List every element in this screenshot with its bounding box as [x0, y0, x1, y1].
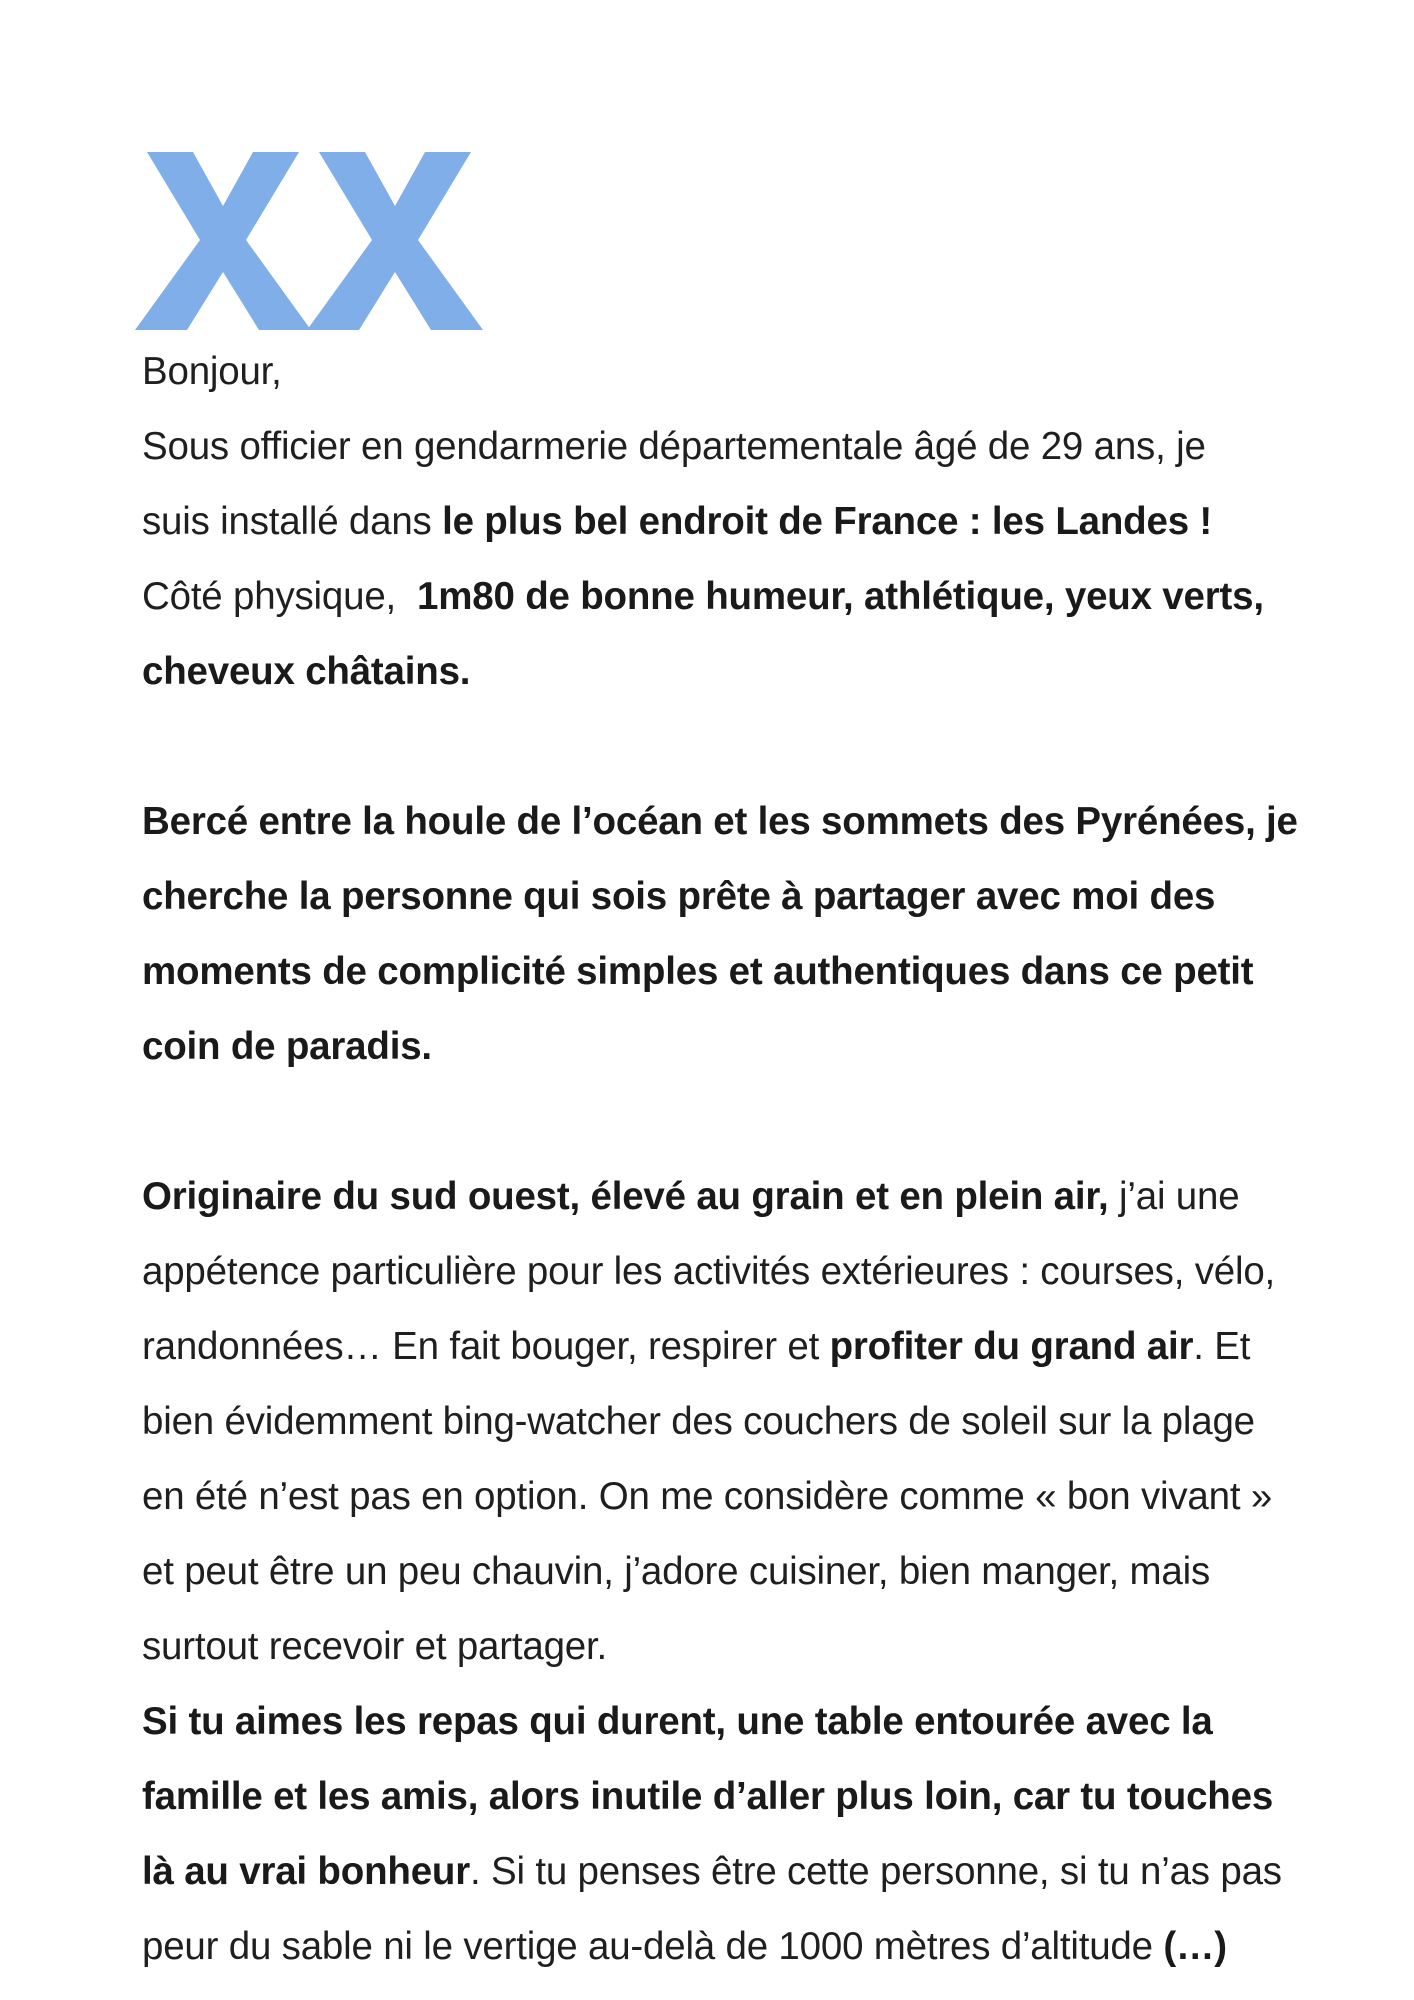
p1-line-1: Sous officier en gendarmerie départementale âgé de 29 ans, je — [142, 425, 1206, 468]
p3-line-4: bien évidemment bing-watcher des couchers de soleil sur la plage — [142, 1400, 1255, 1443]
p4-line-2: famille et les amis, alors inutile d’aller plus loin, car tu touches — [142, 1775, 1274, 1818]
p3-line-1: Originaire du sud ouest, élevé au grain et en plein air, j’ai une — [142, 1175, 1240, 1218]
p3-line-7: surtout recevoir et partager. — [142, 1625, 607, 1668]
greeting: Bonjour, — [142, 350, 282, 393]
highlight-landes: le plus bel endroit de France : les Landes ! — [442, 500, 1213, 543]
p4-line-4: peur du sable ni le vertige au-delà de 1000 mètres d’altitude (…) — [142, 1925, 1227, 1968]
p2-line-2: cherche la personne qui sois prête à partager avec moi des — [142, 875, 1216, 918]
p3-line-2: appétence particulière pour les activités extérieures : courses, vélo, — [142, 1250, 1276, 1293]
p1-line-4: cheveux châtains. — [142, 650, 471, 693]
p4-line-3: là au vrai bonheur. Si tu penses être cette personne, si tu n’as pas — [142, 1850, 1282, 1893]
p3-line-3: randonnées… En fait bouger, respirer et profiter du grand air. Et — [142, 1325, 1251, 1368]
p3-line-6: et peut être un peu chauvin, j’adore cuisiner, bien manger, mais — [142, 1550, 1211, 1593]
letter-body — [142, 334, 1407, 1984]
highlight-grand-air: profiter du grand air — [829, 1325, 1194, 1368]
p2-line-4: coin de paradis. — [142, 1025, 432, 1068]
p3-line-5: en été n’est pas en option. On me considère comme « bon vivant » — [142, 1475, 1273, 1518]
p1-line-3: Côté physique, 1m80 de bonne humeur, athlétique, yeux verts, — [142, 575, 1264, 618]
highlight-physique: 1m80 de bonne humeur, athlétique, yeux verts, — [417, 575, 1264, 618]
xx-logo — [133, 150, 493, 332]
p2-line-1: Bercé entre la houle de l’océan et les sommets des Pyrénées, je — [142, 800, 1298, 843]
p2-line-3: moments de complicité simples et authentiques dans ce petit — [142, 950, 1254, 993]
p1-line-2: suis installé dans le plus bel endroit de France : les Landes ! — [142, 500, 1213, 543]
p4-line-1: Si tu aimes les repas qui durent, une table entourée avec la — [142, 1700, 1213, 1743]
